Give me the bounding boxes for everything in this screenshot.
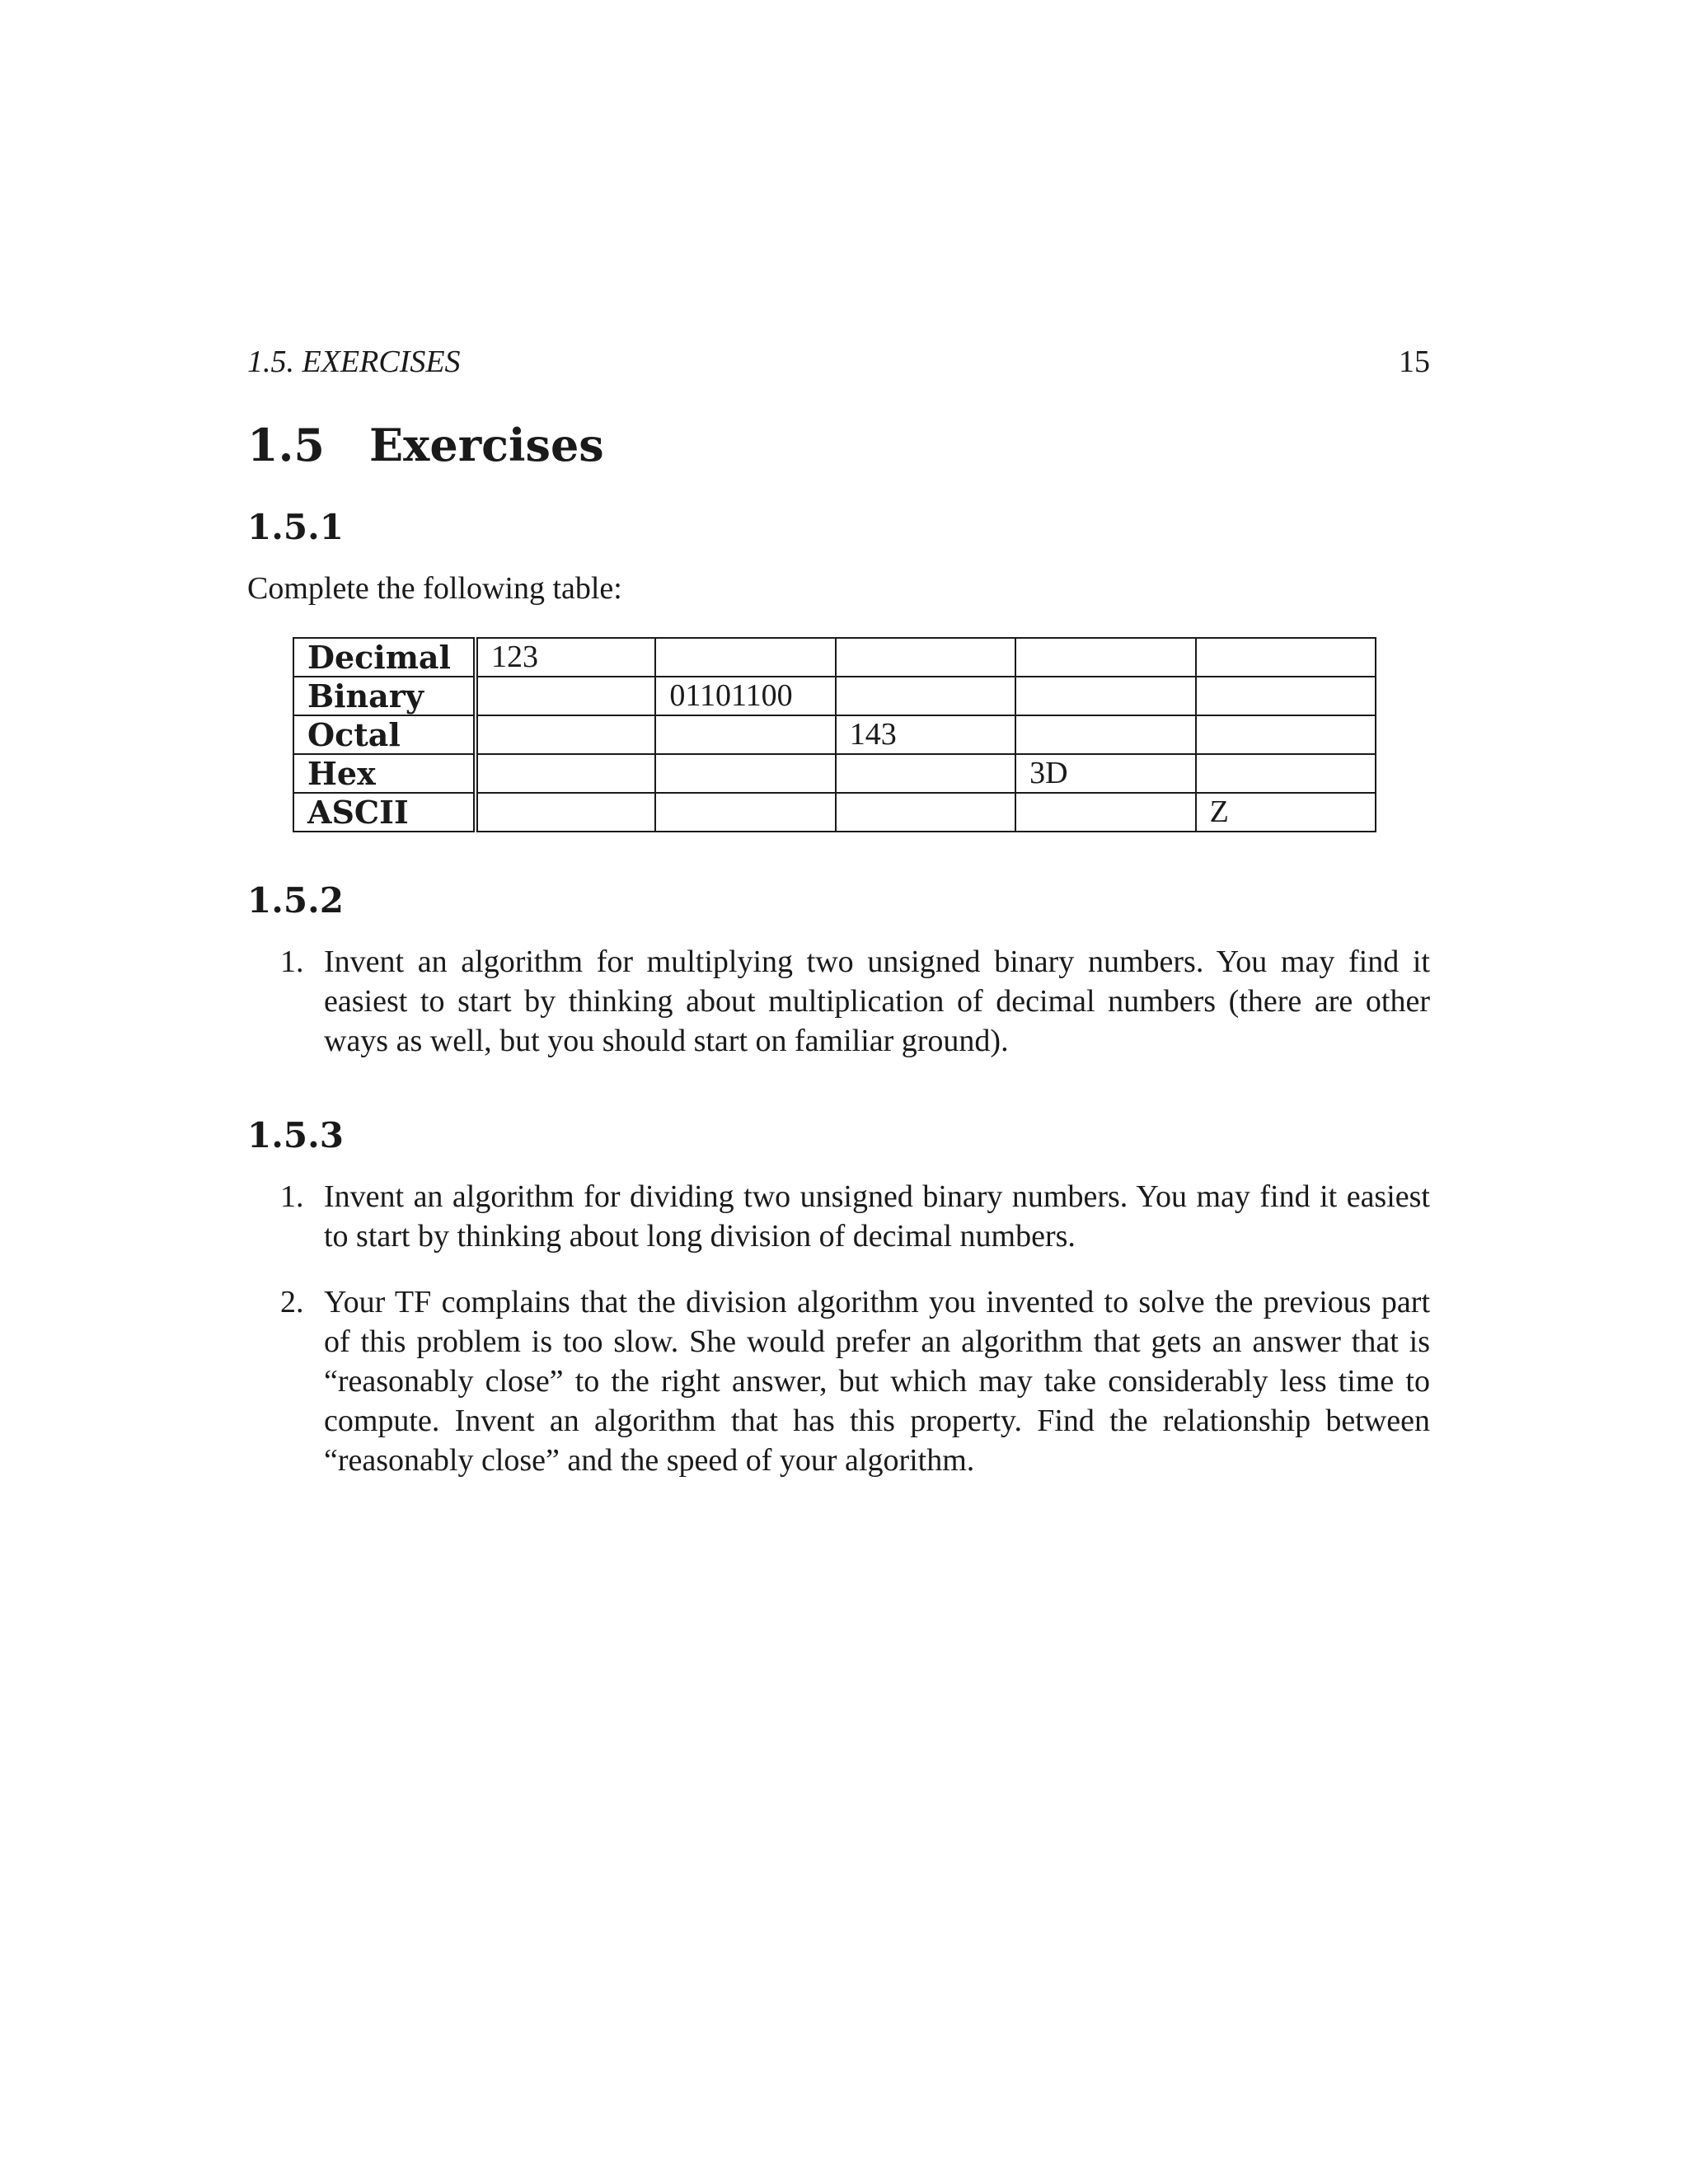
table-cell	[1196, 754, 1376, 793]
running-head-title: 1.5. EXERCISES	[247, 344, 461, 379]
table-cell	[836, 754, 1015, 793]
table-cell	[655, 793, 835, 832]
table-cell	[1196, 715, 1376, 754]
list-item	[280, 1177, 1430, 1256]
item-number: 2.	[280, 1285, 304, 1319]
table-cell	[655, 754, 835, 793]
running-head	[247, 342, 1430, 382]
conversion-table	[293, 637, 1376, 832]
table-cell	[1196, 638, 1376, 677]
table-cell	[655, 715, 835, 754]
item-number: 1.	[280, 944, 304, 979]
table-cell	[1015, 677, 1195, 715]
table-row	[293, 638, 1376, 677]
row-label: Octal	[293, 715, 476, 754]
table-row	[293, 677, 1376, 715]
item-number: 1.	[280, 1179, 304, 1214]
table-cell	[476, 754, 655, 793]
page-number: 15	[1399, 344, 1430, 379]
row-label: Decimal	[293, 638, 476, 677]
row-label: ASCII	[293, 793, 476, 832]
table-cell	[1015, 793, 1195, 832]
exercise-2-heading: 1.5.2	[247, 880, 344, 921]
table-cell	[836, 677, 1015, 715]
table-cell	[1196, 677, 1376, 715]
table-cell: Z	[1196, 793, 1376, 832]
table-cell: 01101100	[655, 677, 835, 715]
exercise-3-list	[280, 1177, 1430, 1480]
table-cell: 123	[476, 638, 655, 677]
table-cell	[836, 793, 1015, 832]
item-text: Invent an algorithm for multiplying two unsigned binary numbers. You may find it easiest to start by thinking about multiplication of decimal numbers (there are other ways as well, but you should start on familiar ground).	[324, 944, 1430, 1058]
table-cell	[1015, 638, 1195, 677]
section-name: Exercises	[369, 419, 604, 471]
section-title	[247, 416, 604, 474]
table-cell	[476, 677, 655, 715]
table-cell: 3D	[1015, 754, 1195, 793]
exercise-3-heading: 1.5.3	[247, 1115, 344, 1155]
table-row	[293, 715, 1376, 754]
list-item	[280, 942, 1430, 1061]
row-label: Binary	[293, 677, 476, 715]
table-cell	[1015, 715, 1195, 754]
table-row	[293, 793, 1376, 832]
table-cell: 143	[836, 715, 1015, 754]
exercise-2-list	[280, 942, 1430, 1061]
exercise-1-instruction: Complete the following table:	[247, 571, 622, 606]
table-row	[293, 754, 1376, 793]
item-text: Invent an algorithm for dividing two unsigned binary numbers. You may find it easiest to start by thinking about long division of decimal numbers.	[324, 1179, 1430, 1254]
section-number: 1.5	[247, 419, 325, 471]
row-label: Hex	[293, 754, 476, 793]
list-item	[280, 1282, 1430, 1480]
table-cell	[476, 715, 655, 754]
exercise-1-heading: 1.5.1	[247, 507, 344, 547]
table-cell	[655, 638, 835, 677]
table-cell	[836, 638, 1015, 677]
item-text: Your TF complains that the division algorithm you invented to solve the previous part of this problem is too slow. She would prefer an algorithm that gets an answer that is “reasonably close” to the right answer, but which may take considerably less time to compute. Invent an algorithm that has this property. Find the relationship between “reasonably close” and the speed of your algorithm.	[324, 1285, 1430, 1478]
table-cell	[476, 793, 655, 832]
